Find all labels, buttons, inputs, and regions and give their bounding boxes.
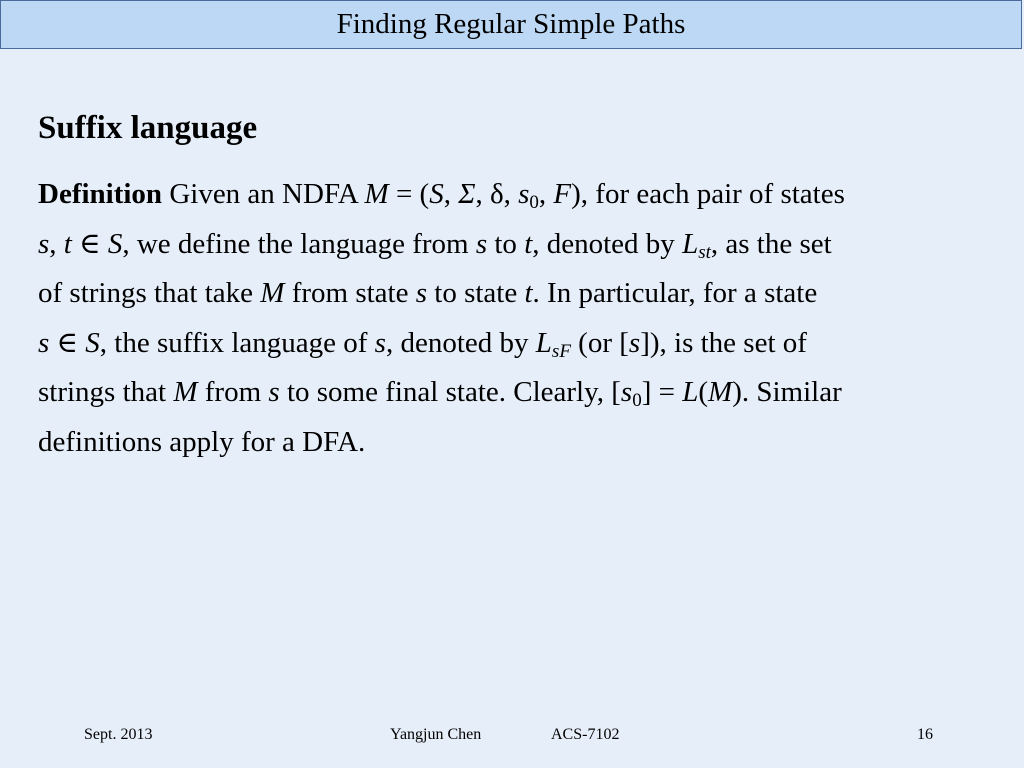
definition-text: L [682,227,699,260]
definition-text: s [38,227,50,260]
definition-text: M [708,376,733,408]
definition-paragraph [38,170,998,467]
definition-text: s [374,326,386,359]
definition-text: ∈ [71,227,108,260]
definition-text: S [429,178,444,210]
definition-text: s [38,326,50,359]
definition-text: = ( [388,178,430,210]
definition-text: from state [284,277,416,309]
definition-text: to [487,227,525,260]
definition-text: M [173,376,198,408]
definition-text: ∈ [49,326,86,359]
definition-text: , denoted by [532,227,683,260]
definition-label: Definition [38,178,163,210]
definition-text: 0 [632,390,642,411]
definition-text: of strings that take [38,277,261,309]
definition-text: , denoted by [385,326,536,359]
definition-text: strings that [38,376,174,408]
definition-text: , as the set [710,227,832,260]
definition-text: , [538,178,554,210]
definition-text: F [553,178,572,210]
definition-text: to some final state. Clearly, [ [279,376,621,408]
definition-text: ]), is the set of [640,326,807,359]
definition-text: M [364,178,389,210]
definition-text: t [63,227,72,260]
title-bar [0,0,1022,49]
footer-page-number: 16 [917,726,933,743]
definition-text: ). Similar [732,376,842,408]
footer-date: Sept. 2013 [84,726,153,743]
definition-text: Σ [458,178,476,210]
definition-text: to state [427,277,525,309]
definition-text: sF [551,340,571,362]
definition-text: s [475,227,488,260]
definition-text: (or [ [570,326,629,359]
definition-line [38,170,998,220]
footer-author: Yangjun Chen [390,726,482,743]
definition-text: . In particular, for a state [532,277,818,309]
definition-line [38,269,998,319]
slide-title: Finding Regular Simple Paths [336,8,686,40]
footer-course: ACS-7102 [551,726,620,743]
definition-text: st [698,241,711,263]
definition-text: S [85,326,100,359]
definition-text: s [268,376,280,408]
definition-text: S [107,227,123,260]
definition-text: t [524,227,533,260]
definition-text: , the suffix language of [99,326,375,359]
definition-text: , δ, [475,178,519,210]
definition-text: , [443,178,459,210]
definition-text: s [628,326,641,359]
definition-text: ] = [641,376,683,408]
definition-text: 0 [529,192,539,213]
definition-text: s [620,376,633,408]
definition-text: s [415,277,428,309]
definition-text: s [518,178,530,210]
definition-line [38,418,998,468]
definition-text: , we define the language from [122,227,476,260]
definition-text: definitions apply for a DFA. [38,425,366,458]
definition-line [38,220,998,270]
definition-text: ( [698,376,709,408]
definition-text: L [682,376,699,408]
definition-text: from [197,376,269,408]
definition-text: Given an NDFA [162,178,365,210]
definition-text: M [260,277,285,309]
definition-line [38,319,998,369]
definition-text: t [524,277,533,309]
definition-text: ), for each pair of states [571,178,845,210]
definition-text: L [535,326,552,359]
section-heading: Suffix language [38,110,258,146]
definition-line [38,368,998,418]
definition-text: , [49,227,64,260]
